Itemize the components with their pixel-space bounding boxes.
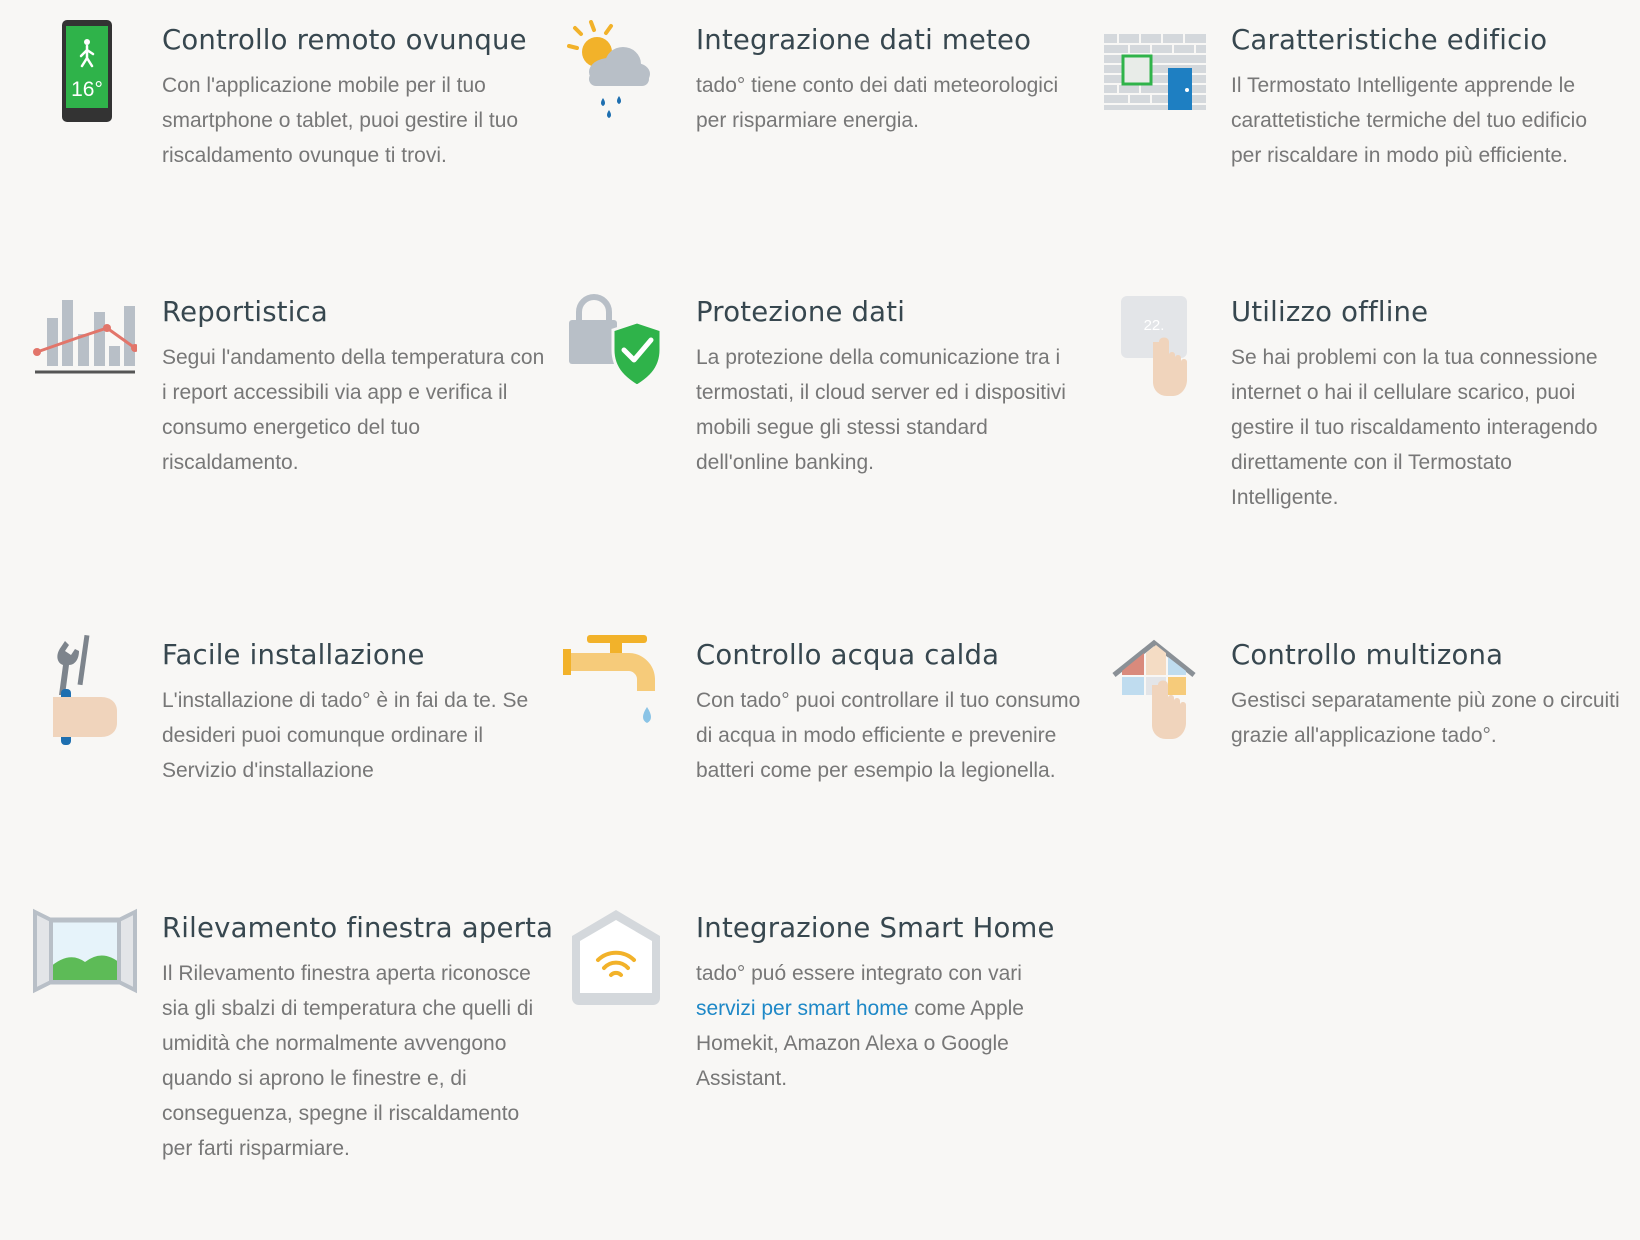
feature-description: Il Termostato Intelligente apprende le carattetistiche termiche del tuo edificio per riscaldare in modo più efficiente. — [1231, 74, 1588, 167]
feature-title: Controllo remoto ovunque — [162, 24, 527, 56]
desc-text-before: tado° puó essere integrato con vari — [696, 962, 1022, 985]
feature-description: Con l'applicazione mobile per il tuo smartphone o tablet, puoi gestire il tuo riscaldamento ovunque ti trovi. — [162, 74, 519, 167]
smartphone-icon — [27, 20, 137, 130]
wrench-hand-icon — [27, 635, 137, 745]
feature-title: Controllo acqua calda — [696, 639, 1000, 671]
feature-title: Controllo multizona — [1231, 639, 1504, 671]
thermostat-touch-icon — [1096, 292, 1206, 402]
phone-temperature: 16° — [71, 78, 103, 101]
feature-title: Facile installazione — [162, 639, 425, 671]
feature-title: Utilizzo offline — [1231, 296, 1429, 328]
open-window-icon — [27, 908, 137, 1018]
thermostat-display: 22. — [1143, 317, 1165, 334]
water-tap-icon — [561, 635, 671, 745]
multizone-house-icon — [1096, 635, 1206, 745]
feature-description — [696, 956, 1086, 1096]
smart-home-icon — [561, 908, 671, 1018]
feature-title: Rilevamento finestra aperta — [162, 912, 554, 944]
feature-title: Protezione dati — [696, 296, 906, 328]
feature-description: Segui l'andamento della temperatura con i report accessibili via app e verifica il consumo energetico del tuo riscaldamento. — [162, 346, 545, 474]
feature-title: Reportistica — [162, 296, 328, 328]
feature-description: tado° tiene conto dei dati meteorologici per risparmiare energia. — [696, 74, 1059, 132]
shield-lock-icon — [561, 292, 671, 402]
feature-title: Caratteristiche edificio — [1231, 24, 1548, 56]
desc-text-after: come Apple Homekit, Amazon Alexa o Google Assistant. — [696, 997, 1024, 1090]
feature-description: L'installazione di tado° è in fai da te. Se desideri puoi comunque ordinare il Servizio d'installazione — [162, 689, 529, 782]
feature-title: Integrazione Smart Home — [696, 912, 1055, 944]
report-chart-icon — [27, 292, 137, 402]
feature-description: Se hai problemi con la tua connessione internet o hai il cellulare scarico, puoi gestire il tuo riscaldamento interagendo direttamente con il Termostato Intelligente. — [1231, 346, 1598, 509]
feature-description: Gestisci separatamente più zone o circuiti grazie all'applicazione tado°. — [1231, 689, 1620, 747]
building-icon — [1096, 20, 1206, 130]
feature-description: Con tado° puoi controllare il tuo consumo di acqua in modo efficiente e prevenire batteri come per esempio la legionella. — [696, 689, 1081, 782]
feature-description: La protezione della comunicazione tra i termostati, il cloud server ed i dispositivi mobili segue gli stessi standard dell'online banking. — [696, 346, 1066, 474]
feature-title: Integrazione dati meteo — [696, 24, 1032, 56]
smart-home-services-link[interactable]: servizi per smart home — [696, 997, 909, 1020]
feature-description: Il Rilevamento finestra aperta riconosce sia gli sbalzi di temperatura che quelli di umidità che normalmente avvengono quando si aprono le finestre e, di conseguenza, spegne il riscaldamento per farti risparmiare. — [162, 962, 534, 1160]
weather-icon — [561, 20, 671, 130]
